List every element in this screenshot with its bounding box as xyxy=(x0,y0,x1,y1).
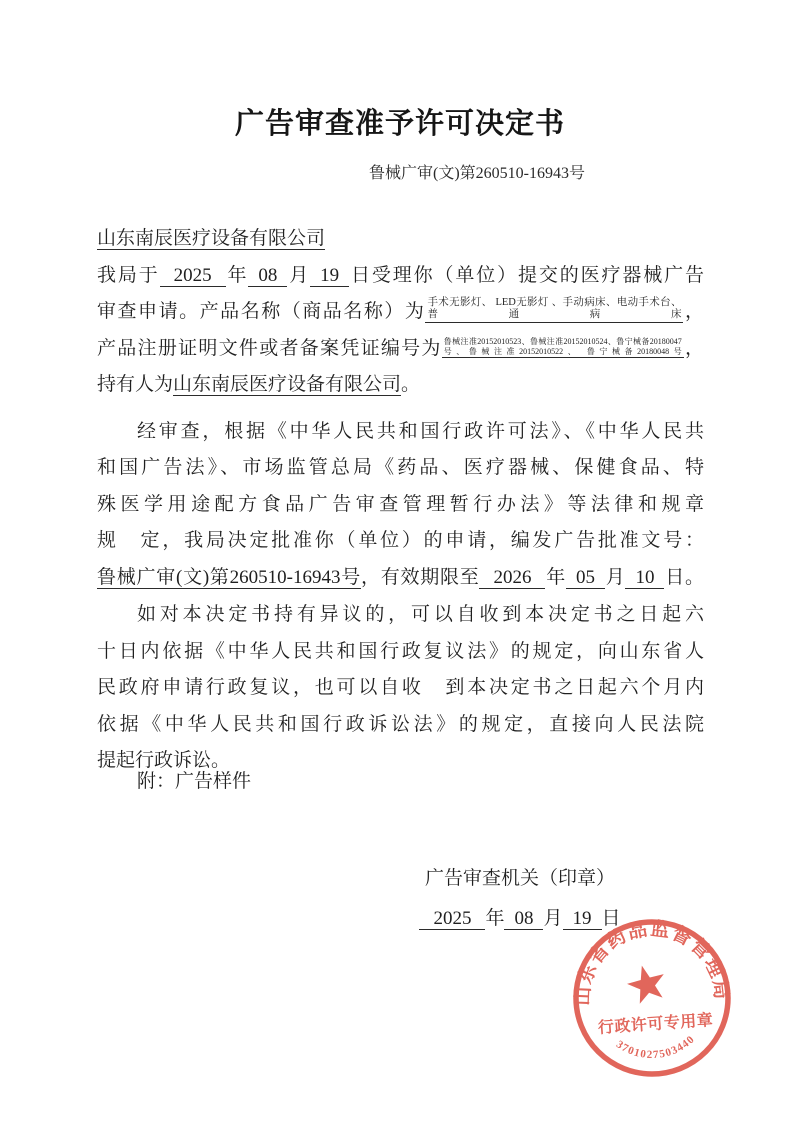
text-run: 日。 xyxy=(664,566,704,588)
body-line: 依据《中华人民共和国行政诉讼法》的规定，直接向人民法院 xyxy=(97,713,704,735)
signature-block xyxy=(370,861,670,937)
body-line-approval-number xyxy=(97,560,704,597)
expiry-month-value: 05 xyxy=(566,567,605,589)
issuing-authority: 广告审查机关（印章） xyxy=(424,868,615,889)
holder-name-value: 山东南辰医疗设备有限公司 xyxy=(173,374,402,395)
body-line-accept-date xyxy=(97,258,704,295)
text-run: 持有人为 xyxy=(97,374,174,395)
expiry-year-value: 2026 xyxy=(479,567,545,589)
body-line-product-names xyxy=(97,294,704,331)
body-line: 规 定，我局决定批准你（单位）的申请，编发广告批准文号： xyxy=(97,530,704,551)
text-run: ，有效期限至 xyxy=(360,566,480,588)
text-run: 日受理你（单位）提交的医疗器械广告 xyxy=(349,264,704,286)
company-name: 山东南辰医疗设备有限公司 xyxy=(97,228,326,249)
document-number: 鲁械广审(文)第260510-16943号 xyxy=(369,165,585,182)
stamp-circle xyxy=(576,922,728,1074)
issue-date-line xyxy=(370,901,670,937)
text-run: 审查申请。产品名称（商品名称）为 xyxy=(97,301,426,322)
body-line: 如对本决定书持有异议的，可以自收到本决定书之日起六 xyxy=(137,604,704,625)
issue-day-value: 19 xyxy=(563,908,602,930)
body-line-holder xyxy=(97,367,704,404)
body-line-registration-numbers xyxy=(97,331,704,368)
attachment-note: 附：广告样件 xyxy=(137,770,252,792)
issue-month-value: 08 xyxy=(504,908,543,930)
text-run: 月 xyxy=(287,264,311,286)
text-run: 。 xyxy=(401,374,421,395)
accept-day-value: 19 xyxy=(310,265,349,287)
text-run: 年 xyxy=(225,264,249,286)
stamp-code-text: 3701027503440 xyxy=(613,1033,698,1062)
body-line-company xyxy=(97,221,704,258)
body-line: 提起行政诉讼。 xyxy=(97,750,231,771)
text-run: 日 xyxy=(601,908,621,929)
accept-year-value: 2025 xyxy=(160,265,226,287)
text-run: 产品注册证明文件或者备案凭证编号为 xyxy=(97,337,442,359)
text-run: ， xyxy=(683,337,704,359)
accept-month-value: 08 xyxy=(248,265,287,287)
body-line: 和国广告法》、市场监管总局《药品、医疗器械、保健食品、特 xyxy=(97,457,704,478)
text-run: ， xyxy=(683,301,704,322)
expiry-day-value: 10 xyxy=(625,567,664,589)
document-title: 广告审查准予许可决定书 xyxy=(234,108,565,140)
registration-numbers-value: 鲁械注准20152010523、鲁械注准20152010524、鲁宁械备20180047号、鲁械注准20152010522、 鲁宁械备20180048号 xyxy=(442,337,684,358)
stamp-org-text: 山东省药品监督管理局 xyxy=(572,918,732,1007)
approval-number-value: 鲁械广审(文)第260510-16943号 xyxy=(97,566,361,588)
text-run: 月 xyxy=(604,566,626,588)
text-run: 年 xyxy=(485,908,505,929)
stamp-star-icon xyxy=(623,961,669,1006)
text-run: 年 xyxy=(545,566,566,588)
body-line: 十日内依据《中华人民共和国行政复议法》的规定，向山东省人 xyxy=(97,640,704,662)
stamp-purpose-text: 行政许可专用章 xyxy=(597,1012,714,1038)
body-line: 民政府申请行政复议，也可以自收 到本决定书之日起六个月内 xyxy=(97,677,704,698)
text-run: 月 xyxy=(543,908,563,929)
issue-year-value: 2025 xyxy=(419,908,485,930)
text-run: 我局于 xyxy=(97,264,160,286)
document-body xyxy=(97,221,704,800)
body-line: 经审查，根据《中华人民共和国行政许可法》、《中华人民共 xyxy=(137,420,704,442)
product-names-value: 手术无影灯、 LED无影灯 、手动病床、电动手术台、普通病床 xyxy=(425,297,683,323)
body-line: 殊医学用途配方食品广告审查管理暂行办法》等法律和规章 xyxy=(97,493,704,515)
